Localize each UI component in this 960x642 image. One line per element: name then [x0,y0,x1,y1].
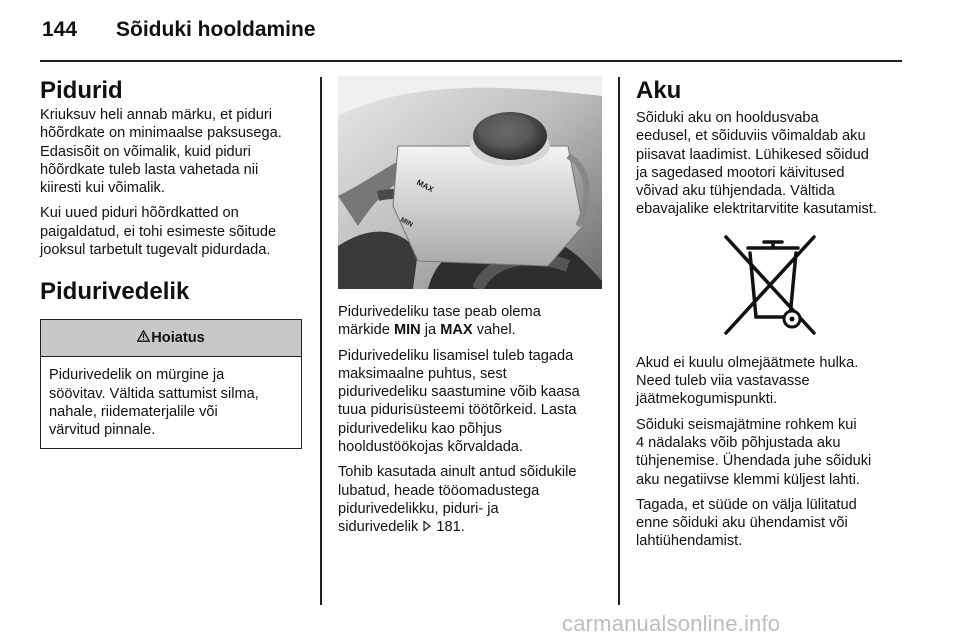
page-reference[interactable]: 181. [436,519,465,536]
text-run: Pidurivedeliku tase peab olema märkide [338,304,541,339]
warning-text: Pidurivedelik on mürgine ja söövitav. Vältida sattumist silma, nahale, riidematerjalile või värvitud pinnale. [49,367,259,439]
battery-paragraph: Sõiduki aku on hooldusvaba eedusel, et sõiduviis võimaldab aku piisavat laadimist. Lühikesed sõidud ja sagedased mootori käivitused võivad aku tühjendada. Vältida ebavajalike elektritarvitite kasutamist. [636,110,877,218]
text-run: Tohib kasutada ainult antud sõidukile lubatud, heade tööomadustega pidurivedelikku, piduri- ja sidurivedelik [338,464,577,536]
warning-triangle-icon [137,330,151,346]
fluid-level-paragraph [338,303,602,340]
battery-heading: Aku [636,77,682,104]
column-left [40,76,304,449]
text-run: vahel. [472,322,516,339]
warning-box [40,319,302,448]
page-number: 144 [42,18,78,41]
brakes-heading: Pidurid [40,77,123,104]
battery-disposal-paragraph: Akud ei kuulu olmejäätmete hulka. Need tuleb viia vastavasse jäätmekogumispunkti. [636,354,859,408]
brakes-paragraph: Kui uued piduri hõõrdkatted on paigaldatud, ei tohi esimeste sõitude jooksul tarbetult tugevalt pidurdada. [40,205,277,259]
column-right [636,76,902,558]
max-label: MAX [440,322,473,339]
warning-title: Hoiatus [151,330,205,347]
min-mark-label: MIN [399,216,414,229]
header-divider [40,60,902,62]
column-divider [320,77,322,605]
min-label: MIN [393,322,421,339]
warning-body [41,357,301,447]
text-run: ja [420,322,441,339]
column-middle [338,76,602,544]
watermark: carmanualsonline.info [562,611,781,636]
brakes-paragraph: Kriuksuv heli annab märku, et piduri hõõrdkate on minimaalse paksusega. Edasisõit on võimalik, kuid piduri hõõrdkate tuleb lasta vahetada nii kiiresti kui võimalik. [40,107,282,197]
max-mark-label: MAX [415,177,435,195]
section-title: Sõiduki hooldamine [116,18,316,41]
fluid-type-paragraph [338,463,602,536]
battery-ignition-paragraph: Tagada, et süüde on välja lülitatud enne sõiduki aku ühendamist või lahtiühendamist. [636,496,857,550]
brake-fluid-reservoir-photo [338,76,602,289]
fluid-cleanliness-paragraph: Pidurivedeliku lisamisel tuleb tagada maksimaalne puhtus, sest pidurivedeliku saastumine võib kaasa tuua pidurisüsteemi töötõrkeid. Lasta pidurivedeliku kao põhjus hooldustöökojas kõrvaldada. [338,347,580,456]
page-reference-icon [422,519,432,535]
warning-header [41,320,301,357]
battery-storage-paragraph: Sõiduki seismajätmine rohkem kui 4 nädalaks võib põhjustada aku tühjenemise. Ühendada juhe sõiduki aku negatiivse klemmi küljest lahti. [636,416,872,488]
crossed-out-bin-icon [712,233,822,338]
column-divider [618,77,620,605]
brake-fluid-heading: Pidurivedelik [40,278,190,306]
